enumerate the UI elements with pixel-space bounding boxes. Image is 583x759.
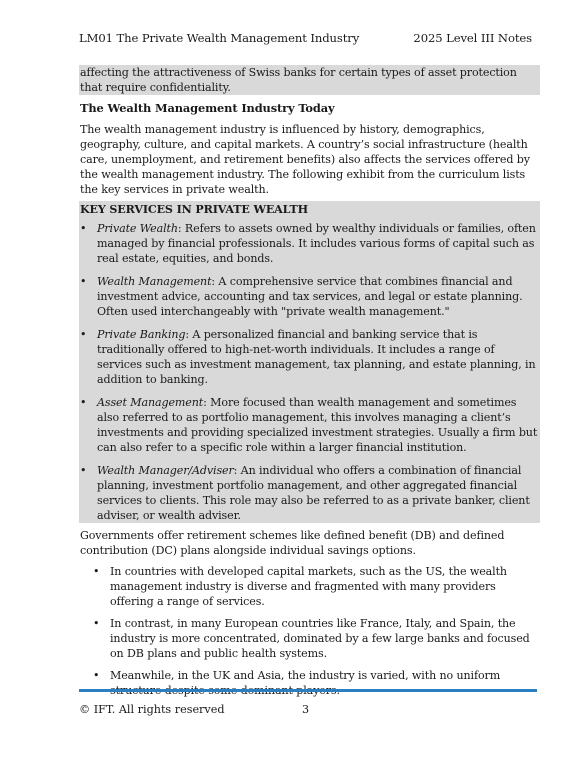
page-number: 3 bbox=[302, 703, 310, 716]
page-header bbox=[79, 30, 532, 46]
key-service-item bbox=[80, 274, 540, 319]
key-service-item bbox=[80, 327, 540, 387]
retirement-paragraph: Governments offer retirement schemes like defined benefit (DB) and defined contribution (DC) plans alongside individual savings options. bbox=[80, 529, 505, 557]
bullet-icon: • bbox=[80, 464, 87, 477]
bullet-icon: • bbox=[80, 328, 87, 341]
market-bullet-text: In countries with developed capital markets, such as the US, the wealth management industry is diverse and fragmented with many providers offering a range of services. bbox=[110, 565, 507, 608]
bullet-icon: • bbox=[93, 669, 100, 682]
copyright-notice: © IFT. All rights reserved bbox=[79, 703, 225, 716]
bullet-icon: • bbox=[93, 617, 100, 630]
service-term: Asset Management bbox=[97, 396, 204, 409]
service-term: Private Banking bbox=[97, 328, 186, 341]
service-term: Private Wealth bbox=[97, 222, 178, 235]
bullet-icon: • bbox=[80, 222, 87, 235]
service-term: Wealth Manager/Adviser bbox=[97, 464, 234, 477]
page-content bbox=[79, 65, 540, 705]
key-services-list bbox=[80, 221, 540, 523]
key-service-item bbox=[80, 395, 540, 455]
market-bullet-text: Meanwhile, in the UK and Asia, the industry is varied, with no uniform bbox=[110, 669, 501, 682]
service-description: : Refers to assets owned by wealthy individuals or families, often managed by financial professionals. It includes various forms of capital such as real estate, equities, and bonds. bbox=[97, 222, 536, 265]
key-services-title: KEY SERVICES IN PRIVATE WEALTH bbox=[80, 203, 308, 216]
intro-text: affecting the attractiveness of Swiss banks for certain types of asset protection that require confidentiality. bbox=[80, 66, 517, 94]
bullet-icon: • bbox=[80, 396, 87, 409]
document-title: LM01 The Private Wealth Management Industry bbox=[79, 31, 360, 45]
market-bullet-item bbox=[79, 564, 540, 609]
bullet-icon: • bbox=[80, 275, 87, 288]
notes-edition: 2025 Level III Notes bbox=[413, 31, 532, 45]
intro-highlight bbox=[79, 65, 540, 95]
service-description: : An individual who offers a combination of financial planning, investment portfolio management, and other aggregated financial services to clients. This role may also be referred to as a private banker, client adviser, or wealth adviser. bbox=[97, 464, 530, 522]
footer-divider bbox=[79, 689, 537, 692]
market-structure-list bbox=[79, 564, 540, 698]
market-bullet-item bbox=[79, 668, 540, 698]
key-service-item bbox=[80, 221, 540, 266]
key-service-item bbox=[80, 463, 540, 523]
market-bullet-text: In contrast, in many European countries like France, Italy, and Spain, the industry is more concentrated, dominated by a few large banks and focused on DB plans and public health systems. bbox=[110, 617, 530, 660]
service-description: : A personalized financial and banking service that is traditionally offered to high-net-worth individuals. It includes a range of services such as investment management, tax planning, and estate planning, in addition to banking. bbox=[97, 328, 536, 386]
service-term: Wealth Management bbox=[97, 275, 212, 288]
bullet-icon: • bbox=[93, 565, 100, 578]
service-description: : A comprehensive service that combines financial and investment advice, accounting and tax services, and legal or estate planning. Often used interchangeably with "private wealth management." bbox=[97, 275, 523, 318]
section-heading: The Wealth Management Industry Today bbox=[80, 101, 335, 115]
key-services-box bbox=[79, 201, 540, 523]
service-description: : More focused than wealth management and sometimes also referred to as portfolio management, this involves managing a client’s investments and providing specialized investment strategies. Usually a firm but can also refer to a specific role within a larger financial institution. bbox=[97, 396, 538, 454]
body-paragraph: The wealth management industry is influenced by history, demographics, geography, culture, and capital markets. A country’s social infrastructure (health care, unemployment, and retirement benefits) also affects the services offered by the wealth management industry. The following exhibit from the curriculum lists the key services in private wealth. bbox=[80, 123, 530, 196]
market-bullet-item bbox=[79, 616, 540, 661]
